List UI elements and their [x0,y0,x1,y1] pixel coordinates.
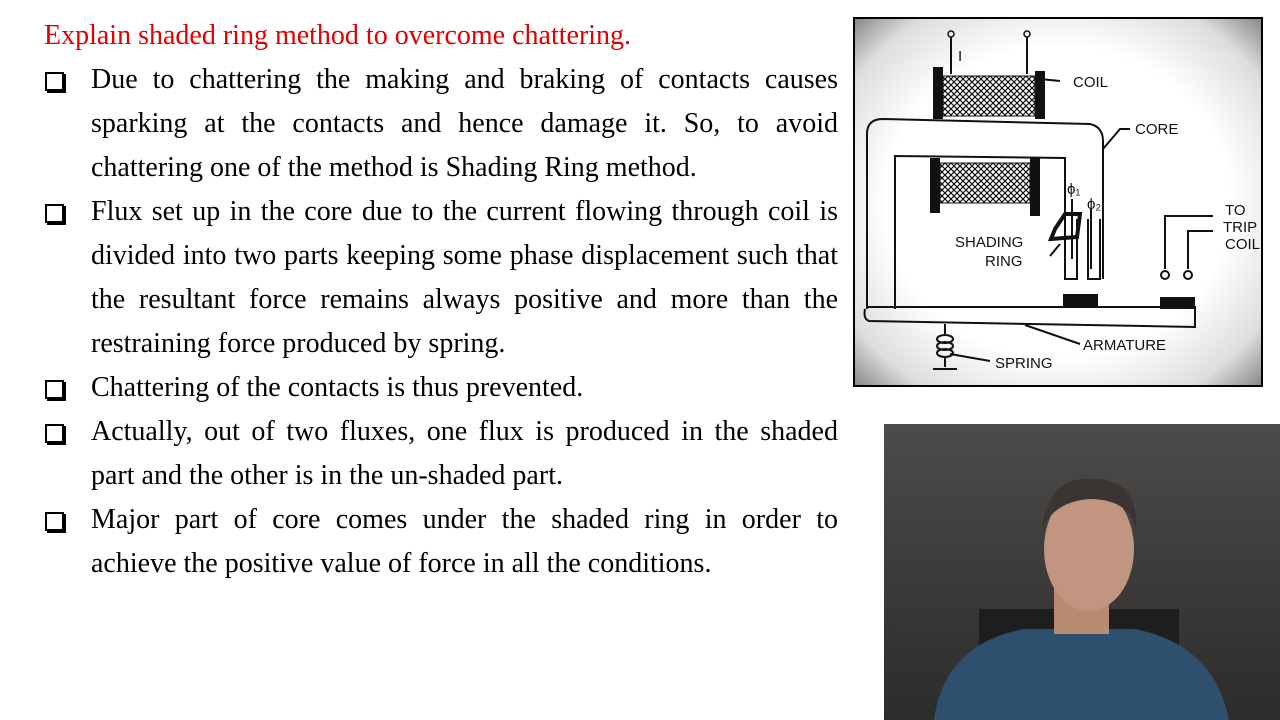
bullet-text: Actually, out of two fluxes, one flux is produced in the shaded part and the other is in the un-shaded part. [91,416,838,491]
label-trip-coil: COIL [1225,236,1261,253]
label-to: TO [1225,202,1246,219]
label-trip: TRIP [1223,219,1258,236]
bullet-item [44,498,838,586]
bullet-item [44,58,838,190]
bullet-item [44,190,838,366]
checkbox-bullet-icon [45,512,64,531]
label-shading: SHADING [955,234,1024,251]
bullet-item [44,366,838,410]
bullet-text: Major part of core comes under the shaded ring in order to achieve the positive value of force in all the conditions. [91,504,838,579]
webcam-video [884,424,1280,720]
label-phi1: ϕ₁ [1067,181,1081,198]
label-spring: SPRING [995,355,1053,372]
checkbox-bullet-icon [45,380,64,399]
label-current: I [958,48,963,65]
presenter-image [884,424,1280,720]
bullet-item [44,410,838,498]
checkbox-bullet-icon [45,424,64,443]
bullet-text: Chattering of the contacts is thus prevented. [91,372,584,403]
label-armature: ARMATURE [1083,337,1167,354]
bullet-text: Due to chattering the making and braking of contacts causes sparking at the contacts and hence damage it. So, to avoid chattering one of the method is Shading Ring method. [91,64,838,183]
bullet-text: Flux set up in the core due to the current flowing through coil is divided into two parts keeping some phase displacement such that the resultant force remains always positive and more than the restraining force produced by spring. [91,196,838,359]
checkbox-bullet-icon [45,72,64,91]
label-core: CORE [1135,121,1179,138]
checkbox-bullet-icon [45,204,64,223]
label-phi2: ϕ₂ [1087,196,1102,213]
bullet-list [44,58,838,586]
label-coil: COIL [1073,74,1109,91]
label-ring: RING [985,253,1023,270]
relay-diagram [853,17,1263,387]
slide-title: Explain shaded ring method to overcome chattering. [44,20,632,51]
